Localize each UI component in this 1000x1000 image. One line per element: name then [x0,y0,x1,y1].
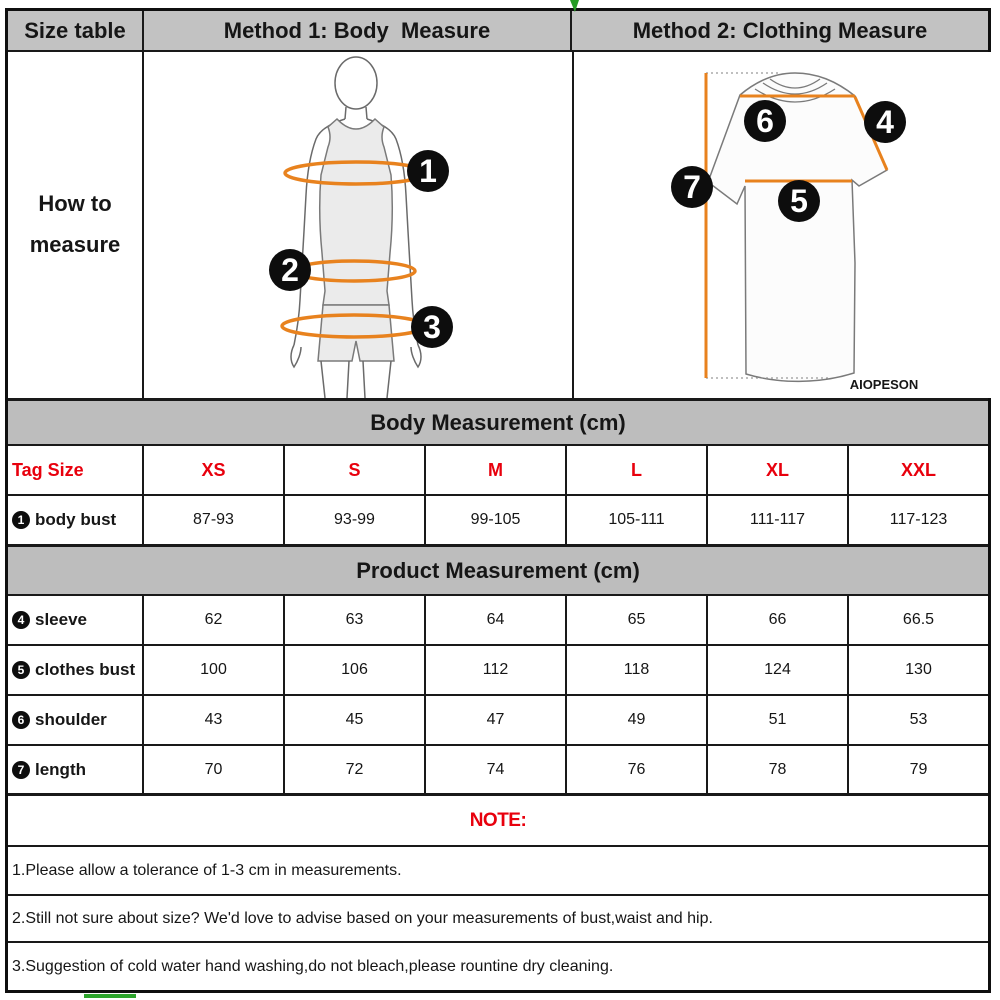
clothes-bust-m: 112 [426,646,567,694]
body-bust-xl: 111-117 [708,496,849,544]
note-title: NOTE: [469,809,527,831]
clothing-measure-diagram [574,52,992,398]
sleeve-label: 4 sleeve [8,596,144,644]
length-m: 74 [426,746,567,793]
shoulder-s: 45 [285,696,426,744]
sleeve-m: 64 [426,596,567,644]
note-item-1: 1.Please allow a tolerance of 1-3 cm in measurements. [8,847,988,896]
clothes-bust-label: 5 clothes bust [8,646,144,694]
body-marker-3 [411,306,453,348]
svg-text:2: 2 [281,251,299,288]
length-xxl: 79 [909,760,928,778]
body-marker-2 [269,249,311,291]
length-row [8,746,988,796]
green-artifact-bottom [84,994,136,998]
shoulder-xl: 51 [708,696,849,744]
note-header-row [8,796,988,847]
product-measurement-title: Product Measurement (cm) [356,557,640,583]
clothing-marker-7 [671,166,713,208]
shoulder-label: 6 shoulder [8,696,144,744]
size-xs: XS [144,446,285,494]
diagram-row [8,52,988,401]
size-m: M [426,446,567,494]
clothes-bust-s: 106 [285,646,426,694]
body-bust-l: 105-111 [567,496,708,544]
svg-text:1: 1 [419,152,437,189]
length-xs: 70 [144,746,285,793]
clothes-bust-l: 118 [567,646,708,694]
svg-text:5: 5 [790,182,808,219]
tshirt-illustration [574,53,992,398]
method1-title: Method 1: Body Measure [144,11,572,50]
size-chart-table [5,8,991,993]
sleeve-xxl: 66.5 [902,611,935,628]
shoulder-xxl: 53 [909,711,928,728]
method2-title: Method 2: Clothing Measure [632,17,928,43]
length-xl: 78 [708,746,849,793]
how-to-line2: measure [29,232,121,257]
badge-7-icon: 7 [12,761,30,779]
body-measurement-title: Body Measurement (cm) [370,409,626,435]
sleeve-s: 63 [285,596,426,644]
how-to-measure-label [8,52,144,398]
badge-4-icon: 4 [12,611,30,629]
sleeve-xl: 66 [708,596,849,644]
clothes-bust-row [8,646,988,696]
body-bust-m: 99-105 [426,496,567,544]
tag-size-row [8,446,988,496]
body-bust-xxl: 117-123 [889,511,948,528]
note-item-3: 3.Suggestion of cold water hand washing,do not bleach,please rountine dry cleaning. [12,957,614,975]
length-l: 76 [567,746,708,793]
body-figure-illustration [144,53,572,398]
body-bust-label: 1 body bust [8,496,144,544]
sleeve-row [8,596,988,646]
clothing-marker-4 [864,101,906,143]
clothing-marker-5 [778,180,820,222]
how-to-line1: How to [38,191,112,217]
note-item-2: 2.Still not sure about size? We'd love to advise based on your measurements of bust,waist and hip. [8,896,988,943]
tag-size-label: Tag Size [8,446,144,494]
badge-5-icon: 5 [12,661,30,679]
sleeve-xs: 62 [144,596,285,644]
table-header-row [8,11,988,52]
body-bust-row [8,496,988,547]
body-bust-xs: 87-93 [144,496,285,544]
shoulder-m: 47 [426,696,567,744]
shoulder-xs: 43 [144,696,285,744]
sleeve-l: 65 [567,596,708,644]
svg-text:6: 6 [756,102,774,139]
length-label: 7 length [8,746,144,793]
clothing-marker-6 [744,100,786,142]
shoulder-row [8,696,988,746]
body-bust-s: 93-99 [285,496,426,544]
clothes-bust-xs: 100 [144,646,285,694]
body-measure-diagram [144,52,574,398]
badge-6-icon: 6 [12,711,30,729]
svg-text:3: 3 [423,308,441,345]
clothes-bust-xxl: 130 [905,661,932,678]
size-xxl: XXL [900,459,936,480]
svg-text:4: 4 [876,103,894,140]
size-s: S [285,446,426,494]
size-table-title: Size table [8,11,144,50]
clothes-bust-xl: 124 [708,646,849,694]
badge-1-icon: 1 [12,511,30,529]
size-l: L [567,446,708,494]
length-s: 72 [285,746,426,793]
svg-text:7: 7 [683,168,701,205]
size-xl: XL [708,446,849,494]
product-measurement-bar [8,547,988,596]
brand-text: AIOPESON [849,376,919,392]
body-marker-1 [407,150,449,192]
body-measurement-bar [8,401,988,446]
shoulder-l: 49 [567,696,708,744]
